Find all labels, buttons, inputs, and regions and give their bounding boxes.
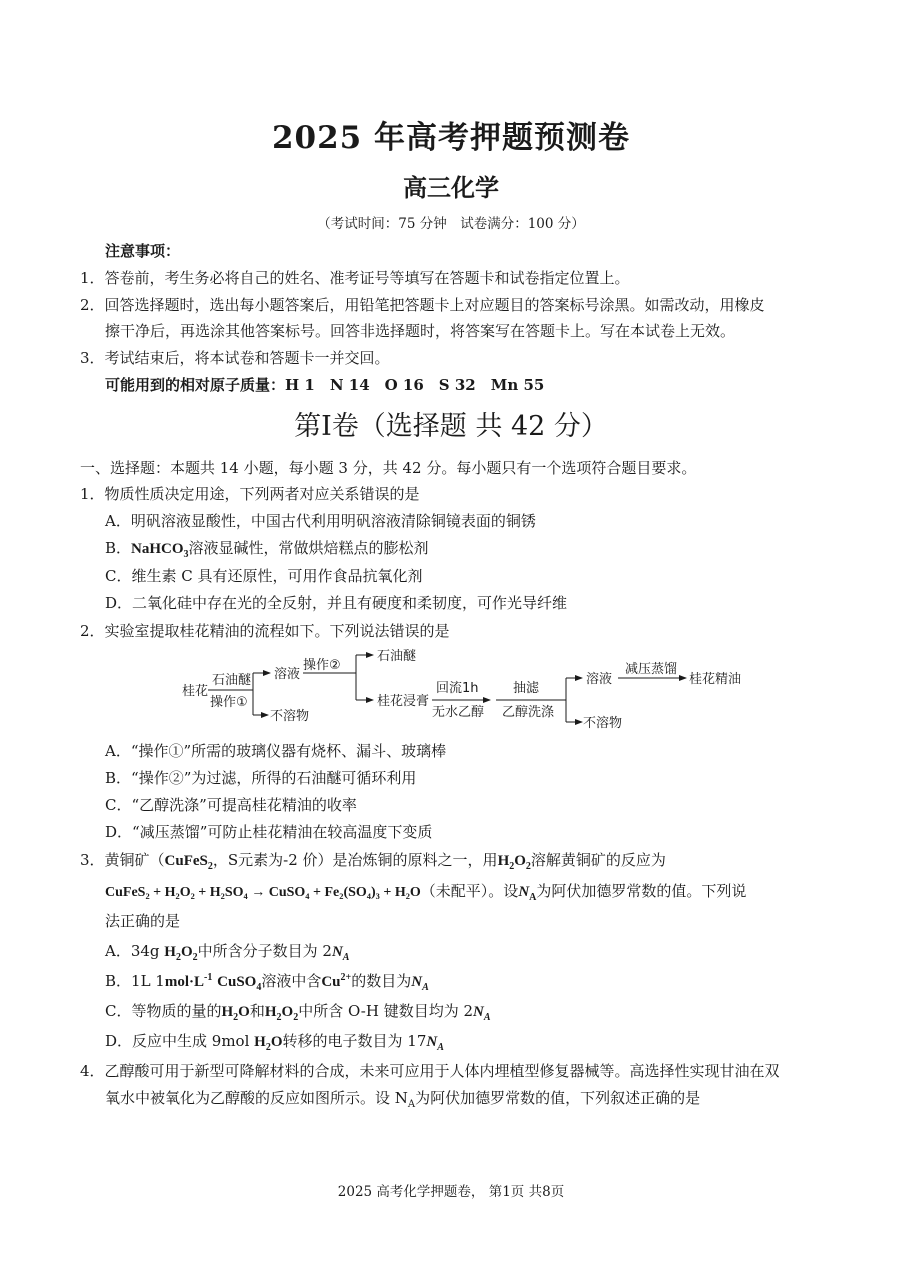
exam-title: 2025 年高考押题预测卷 xyxy=(271,120,631,156)
exam-info: （考试时间：75 分钟 试卷满分：100 分） xyxy=(317,216,585,232)
exam-subtitle: 高三化学 xyxy=(403,173,499,202)
q1-option-a: A．明矾溶液显酸性，中国古代利用明矾溶液清除铜镜表面的铜锈 xyxy=(105,512,536,530)
q4-stem-cont-part-2: 为阿伏加德罗常数的值，下列叙述正确的是 xyxy=(415,1089,701,1107)
q1-option-c: C．维生素 C 具有还原性，可用作食品抗氧化剂 xyxy=(105,567,423,585)
q2-flow-diagram xyxy=(178,645,758,735)
flow-op1-bottom: 操作① xyxy=(210,695,248,710)
section-instruction: 一、选择题：本题共 14 小题，每小题 3 分，共 42 分。每小题只有一个选项符合题目要求。 xyxy=(80,459,697,477)
q1-option-d: D．二氧化硅中存在光的全反射，并且有硬度和柔韧度，可作光导纤维 xyxy=(105,594,568,612)
q3-stem-formula-sub: 2 xyxy=(207,861,213,872)
notice-item-3 xyxy=(80,347,390,368)
q3-option-b xyxy=(105,970,429,993)
flow-op2: 操作② xyxy=(303,658,341,673)
q3-option-c xyxy=(105,1000,491,1023)
q3-option-b-ion: Cu xyxy=(321,974,341,990)
q1-option-b-text: 溶液显碱性，常做烘焙糕点的膨松剂 xyxy=(188,539,429,557)
q3-option-b-part-3: 的数目为 xyxy=(351,972,412,990)
notice-item-1 xyxy=(80,267,630,288)
q2-option-a: A．“操作①”所需的玻璃仪器有烧杯、漏斗、玻璃棒 xyxy=(105,742,447,760)
notice-item-1-text: 答卷前，考生务必将自己的姓名、准考证号等填写在答题卡和试卷指定位置上。 xyxy=(104,269,630,287)
q3-option-d-part-1: D．反应中生成 9mol xyxy=(105,1032,255,1050)
q3-option-b-unit-sup: -1 xyxy=(204,972,213,983)
flow-solution-1: 溶液 xyxy=(274,667,301,682)
q3-equation: CuFeS₂ + H₂O₂ + H₂SO₄ → CuSO₄ + Fe₂(SO₄)₃ + H₂O xyxy=(105,885,421,900)
q2-option-b: B．“操作②”为过滤，所得的石油醚可循环利用 xyxy=(105,769,417,787)
q3-stem-formula: CuFeS xyxy=(164,853,208,869)
atomic-mass-line: 可能用到的相对原子质量：H 1 N 14 O 16 S 32 Mn 55 xyxy=(105,376,545,394)
q3-option-a-na: $N_A$ xyxy=(331,944,350,963)
q3-option-b-unit: mol·L xyxy=(164,974,205,990)
q3-option-d-h2o: $H_2O$ xyxy=(254,1034,283,1053)
q4-stem-cont-sub: A xyxy=(407,1099,416,1110)
flow-filter-bottom: 乙醇洗涤 xyxy=(502,705,555,720)
q3-na-symbol: N xyxy=(518,884,530,900)
notice-item-2 xyxy=(80,294,765,315)
q3-stem-h2o2: $H_2O_2$ xyxy=(497,853,531,872)
q3-equation-line xyxy=(105,880,746,903)
flow-op1-top: 石油醚 xyxy=(212,673,252,688)
q1-option-b-label: B． xyxy=(105,539,132,557)
q3-option-a-h2o2: $H_2O_2$ xyxy=(164,944,198,963)
q3-option-a xyxy=(105,940,349,963)
q2-option-c: C．“乙醇洗涤”可提高桂花精油的收率 xyxy=(105,796,357,814)
q3-stem-part-3: 溶解黄铜矿的反应为 xyxy=(530,851,666,869)
flow-start: 桂花 xyxy=(182,684,209,699)
q3-stem-part-1: 3．黄铜矿（ xyxy=(80,851,165,869)
q3-stem-part-2: ，S元素为-2 价）是冶炼铜的原料之一，用 xyxy=(212,851,498,869)
q3-option-a-part-2: 中所含分子数目为 2 xyxy=(197,942,332,960)
q3-option-d xyxy=(105,1030,444,1053)
q3-option-c-na: $N_A$ xyxy=(473,1004,491,1023)
q2-stem: 2．实验室提取桂花精油的流程如下。下列说法错误的是 xyxy=(80,622,450,640)
flow-solution-2: 溶液 xyxy=(586,672,613,687)
flow-extract: 桂花浸膏 xyxy=(377,694,430,709)
q3-option-b-cuso4: CuSO$_4$ xyxy=(217,974,262,993)
q3-option-b-part-2: 溶液中含 xyxy=(261,972,322,990)
flow-petroleum-ether: 石油醚 xyxy=(377,649,417,664)
q3-option-c-part-3: 中所含 O-H 键数目均为 2 xyxy=(298,1002,474,1020)
flow-product: 桂花精油 xyxy=(689,672,742,687)
q4-stem-cont xyxy=(105,1087,700,1110)
q3-option-b-part-1: B．1L 1 xyxy=(105,972,165,990)
q3-equation-tail: （未配平）。设 xyxy=(420,882,519,900)
q3-option-a-part-1: A．34g xyxy=(105,942,165,960)
notice-heading: 注意事项： xyxy=(105,242,181,260)
q3-option-d-na: $N_A$ xyxy=(426,1034,444,1053)
section-title: 第I卷（选择题 共 42 分） xyxy=(294,411,608,442)
q3-na-sub: A xyxy=(529,892,537,903)
flow-residue-2: 不溶物 xyxy=(583,716,623,731)
notice-item-2-num: 2． xyxy=(80,296,105,314)
notice-item-3-num: 3． xyxy=(80,349,105,367)
notice-item-1-num: 1． xyxy=(80,269,105,287)
q3-option-c-part-1: C．等物质的量的 xyxy=(105,1002,222,1020)
notice-item-3-text: 考试结束后，将本试卷和答题卡一并交回。 xyxy=(104,349,390,367)
flow-residue-1: 不溶物 xyxy=(270,709,310,724)
flow-distill: 减压蒸馏 xyxy=(625,662,678,677)
notice-item-2-text: 回答选择题时，选出每小题答案后，用铅笔把答题卡上对应题目的答案标号涂黑。如需改动，用橡皮 xyxy=(104,296,765,314)
notice-item-2-cont: 擦干净后，再选涂其他答案标号。回答非选择题时，将答案写在答题卡上。写在本试卷上无效。 xyxy=(105,322,736,340)
flow-reflux-bottom: 无水乙醇 xyxy=(432,705,485,720)
flow-filter-top: 抽滤 xyxy=(513,681,540,696)
q4-stem: 4．乙醇酸可用于新型可降解材料的合成，未来可应用于人体内埋植型修复器械等。高选择性实现甘油在双 xyxy=(80,1062,780,1080)
q3-option-b-ion-sup: 2+ xyxy=(340,972,352,983)
q3-equation-tail-2: 为阿伏加德罗常数的值。下列说 xyxy=(536,882,747,900)
q1-option-b-formula: NaHCO xyxy=(131,541,184,557)
q3-option-d-part-2: 转移的电子数目为 17 xyxy=(282,1032,427,1050)
q3-stem xyxy=(80,849,666,872)
q3-option-c-part-2: 和 xyxy=(249,1002,265,1020)
q3-option-b-na: $N_A$ xyxy=(411,974,429,993)
q2-option-d: D．“减压蒸馏”可防止桂花精油在较高温度下变质 xyxy=(105,823,433,841)
page-footer: 2025 高考化学押题卷， 第1页 共8页 xyxy=(337,1184,565,1200)
q3-option-c-h2o: $H_2O$ xyxy=(221,1004,250,1023)
q4-stem-cont-part-1: 氧水中被氧化为乙醇酸的反应如图所示。设 N xyxy=(105,1089,408,1107)
q3-option-c-h2o2: $H_2O_2$ xyxy=(264,1004,299,1023)
flow-reflux-top: 回流1h xyxy=(436,681,479,696)
q1-option-b-sub: 3 xyxy=(183,549,189,560)
q1-stem: 1．物质性质决定用途，下列两者对应关系错误的是 xyxy=(80,485,420,503)
q1-option-b xyxy=(105,537,429,560)
q3-stem-cont: 法正确的是 xyxy=(105,912,181,930)
